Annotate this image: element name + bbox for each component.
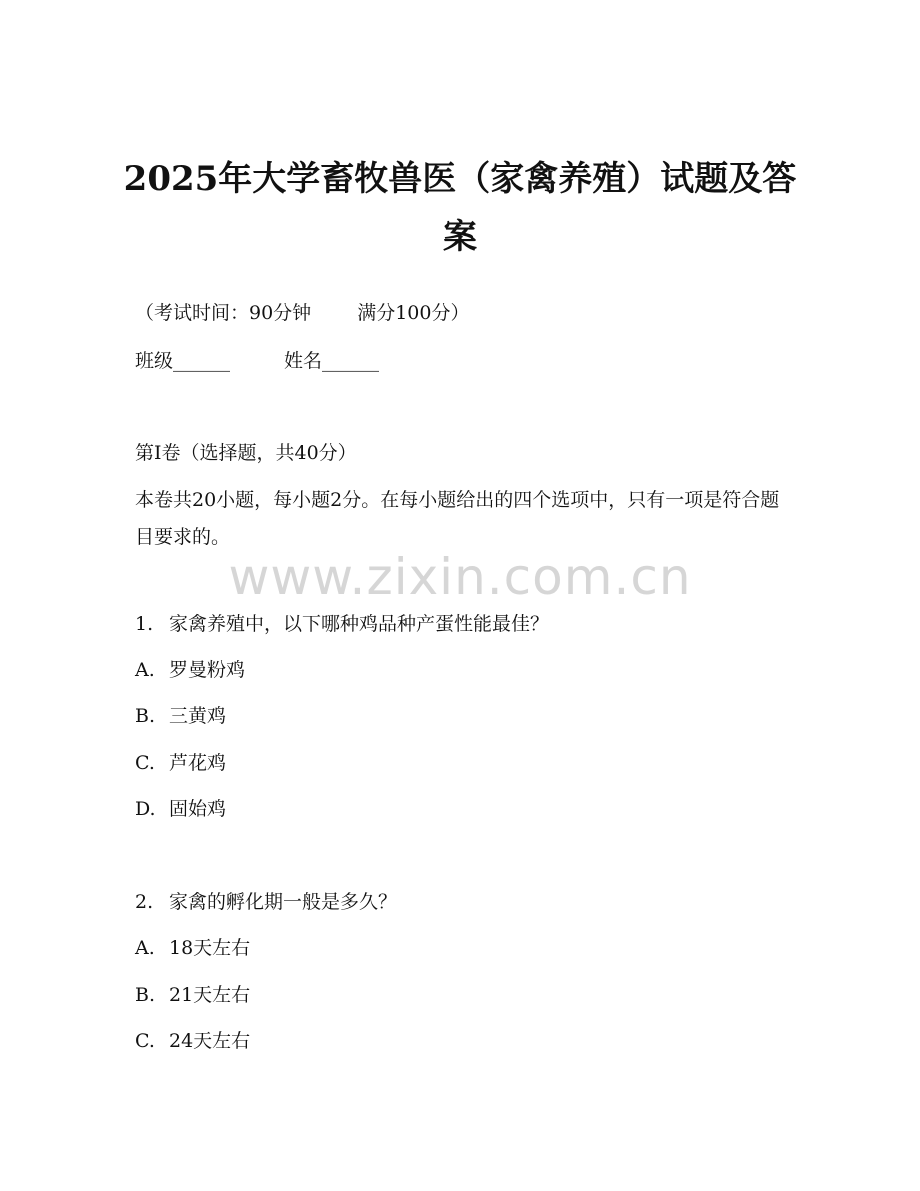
question-1 [135,611,549,637]
question-1-option-a[interactable] [135,657,245,683]
question-1-option-c[interactable] [135,750,226,776]
option-letter: C. [135,1030,155,1052]
option-letter: A. [135,937,155,959]
option-letter: B. [135,984,156,1006]
question-2-option-b[interactable] [135,982,250,1008]
question-number: 2. [135,891,154,913]
exam-time: （考试时间：90分钟 [135,302,312,324]
option-text: 三黄鸡 [169,705,227,727]
document-title: 2025年大学畜牧兽医（家禽养殖）试题及答案 [123,159,797,257]
option-text: 芦花鸡 [169,752,227,774]
question-2-option-c[interactable] [135,1028,250,1054]
watermark: www.zixin.com.cn [228,548,692,606]
option-letter: B. [135,705,156,727]
option-text: 24天左右 [169,1030,251,1052]
option-text: 罗曼粉鸡 [169,659,246,681]
question-2-option-a[interactable] [135,935,250,961]
question-text: 家禽的孵化期一般是多久？ [169,891,398,913]
option-text: 21天左右 [169,984,251,1006]
section-heading: 第I卷（选择题，共40分） [135,442,357,464]
section-instructions: 本卷共20小题，每小题2分。在每小题给出的四个选项中，只有一项是符合题目要求的。 [135,489,780,548]
question-1-option-b[interactable] [135,703,226,729]
exam-full-score: 满分100分） [357,302,470,324]
class-field: 班级______ [135,350,231,372]
question-1-option-d[interactable] [135,796,226,822]
option-text: 18天左右 [169,937,251,959]
question-text: 家禽养殖中，以下哪种鸡品种产蛋性能最佳？ [169,613,550,635]
option-letter: C. [135,752,155,774]
exam-info [135,300,469,326]
question-2 [135,889,397,915]
name-field: 姓名______ [284,350,380,372]
student-fields [135,348,379,374]
option-letter: D. [135,798,156,820]
question-number: 1. [135,613,154,635]
option-text: 固始鸡 [169,798,227,820]
option-letter: A. [135,659,155,681]
